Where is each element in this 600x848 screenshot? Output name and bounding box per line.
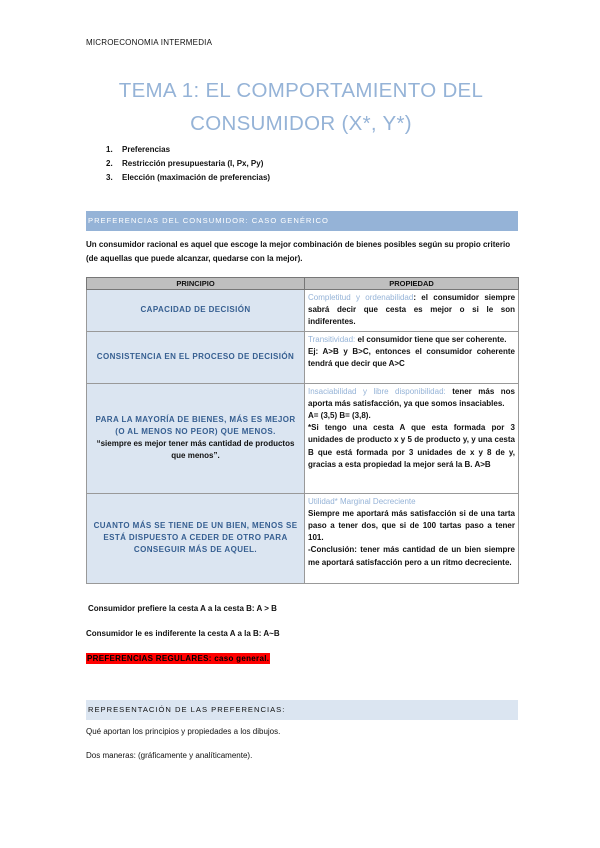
topic-item: 3. Elección (maximación de preferencias) [106,173,271,182]
course-header: MICROECONOMIA INTERMEDIA [86,38,213,47]
property-cell: Completitud y ordenabilidad: el consumidor siempre sabrá decir que cesta es mejor o si le son indiferentes. [305,290,519,332]
principle-cell: CONSISTENCIA EN EL PROCESO DE DECISIÓN [87,331,305,383]
topic-item: 1. Preferencias [106,145,171,154]
topic-list [106,143,270,185]
property-cell: Utilidad* Marginal Decreciente Siempre me aportará más satisfacción si de una tarta paso a tener dos, que si de 100 tartas paso a tener 101. -Conclusión: tener más cantidad de un bien siempre me aportará satisfacción pero a un ritmo decreciente. [305,493,519,583]
table-header-row [87,278,519,290]
property-cell: Transitividad: el consumidor tiene que ser coherente. Ej: A>B y B>C, entonces el consumidor coherente tendrá que decir que A>C [305,331,519,383]
table-row [87,290,519,332]
page-title [86,74,516,140]
note-indifferent: Consumidor le es indiferente la cesta A a la B: A~B [86,629,280,638]
intro-paragraph: Un consumidor racional es aquel que escoge la mejor combinación de bienes posibles según su propio criterio (de aquellas que puede alcanzar, quedarse con la mejor). [86,240,511,263]
representation-line-1: Qué aportan los principios y propiedades a los dibujos. [86,727,281,736]
principle-cell: CUANTO MÁS SE TIENE DE UN BIEN, MENOS SE ESTÁ DISPUESTO A CEDER DE OTRO PARA CONSEGUIR MÁS DE AQUEL. [87,493,305,583]
highlighted-text: PREFERENCIAS REGULARES: caso general. [87,654,270,663]
column-header-property: PROPIEDAD [305,278,519,290]
principle-cell: CAPACIDAD DE DECISIÓN [87,290,305,332]
principles-table [86,277,519,584]
title-line-1: TEMA 1: EL COMPORTAMIENTO DEL [118,79,484,102]
section-heading-representation: REPRESENTACIÓN DE LAS PREFERENCIAS: [86,700,518,720]
property-cell: Insaciabilidad y libre disponibilidad: tener más nos aporta más satisfacción, ya que somos insaciables. A= (3,5) B= (3,8). *Si tengo una cesta A que esta formada por 3 unidades de producto x y 5 de producto y, y una cesta B que está formada por 3 unidades de x y 8 de y, gracias a esta propiedad la mejor será la B. A>B [305,383,519,493]
note-prefers: Consumidor prefiere la cesta A a la cesta B: A > B [88,604,277,613]
column-header-principle: PRINCIPIO [87,278,305,290]
principle-cell: PARA LA MAYORÍA DE BIENES, MÁS ES MEJOR (O AL MENOS NO PEOR) QUE MENOS. “siempre es mejor tener más cantidad de productos que menos”. [87,383,305,493]
section-heading-preferences: PREFERENCIAS DEL CONSUMIDOR: CASO GENÉRICO [86,211,518,231]
table-row [87,331,519,383]
topic-item: 2. Restricción presupuestaria (I, Px, Py) [106,159,264,168]
table-row [87,493,519,583]
note-regular [86,654,270,663]
representation-line-2: Dos maneras: (gráficamente y analíticamente). [86,751,253,760]
title-line-2: CONSUMIDOR (X*, Y*) [190,112,412,135]
table-row [87,383,519,493]
